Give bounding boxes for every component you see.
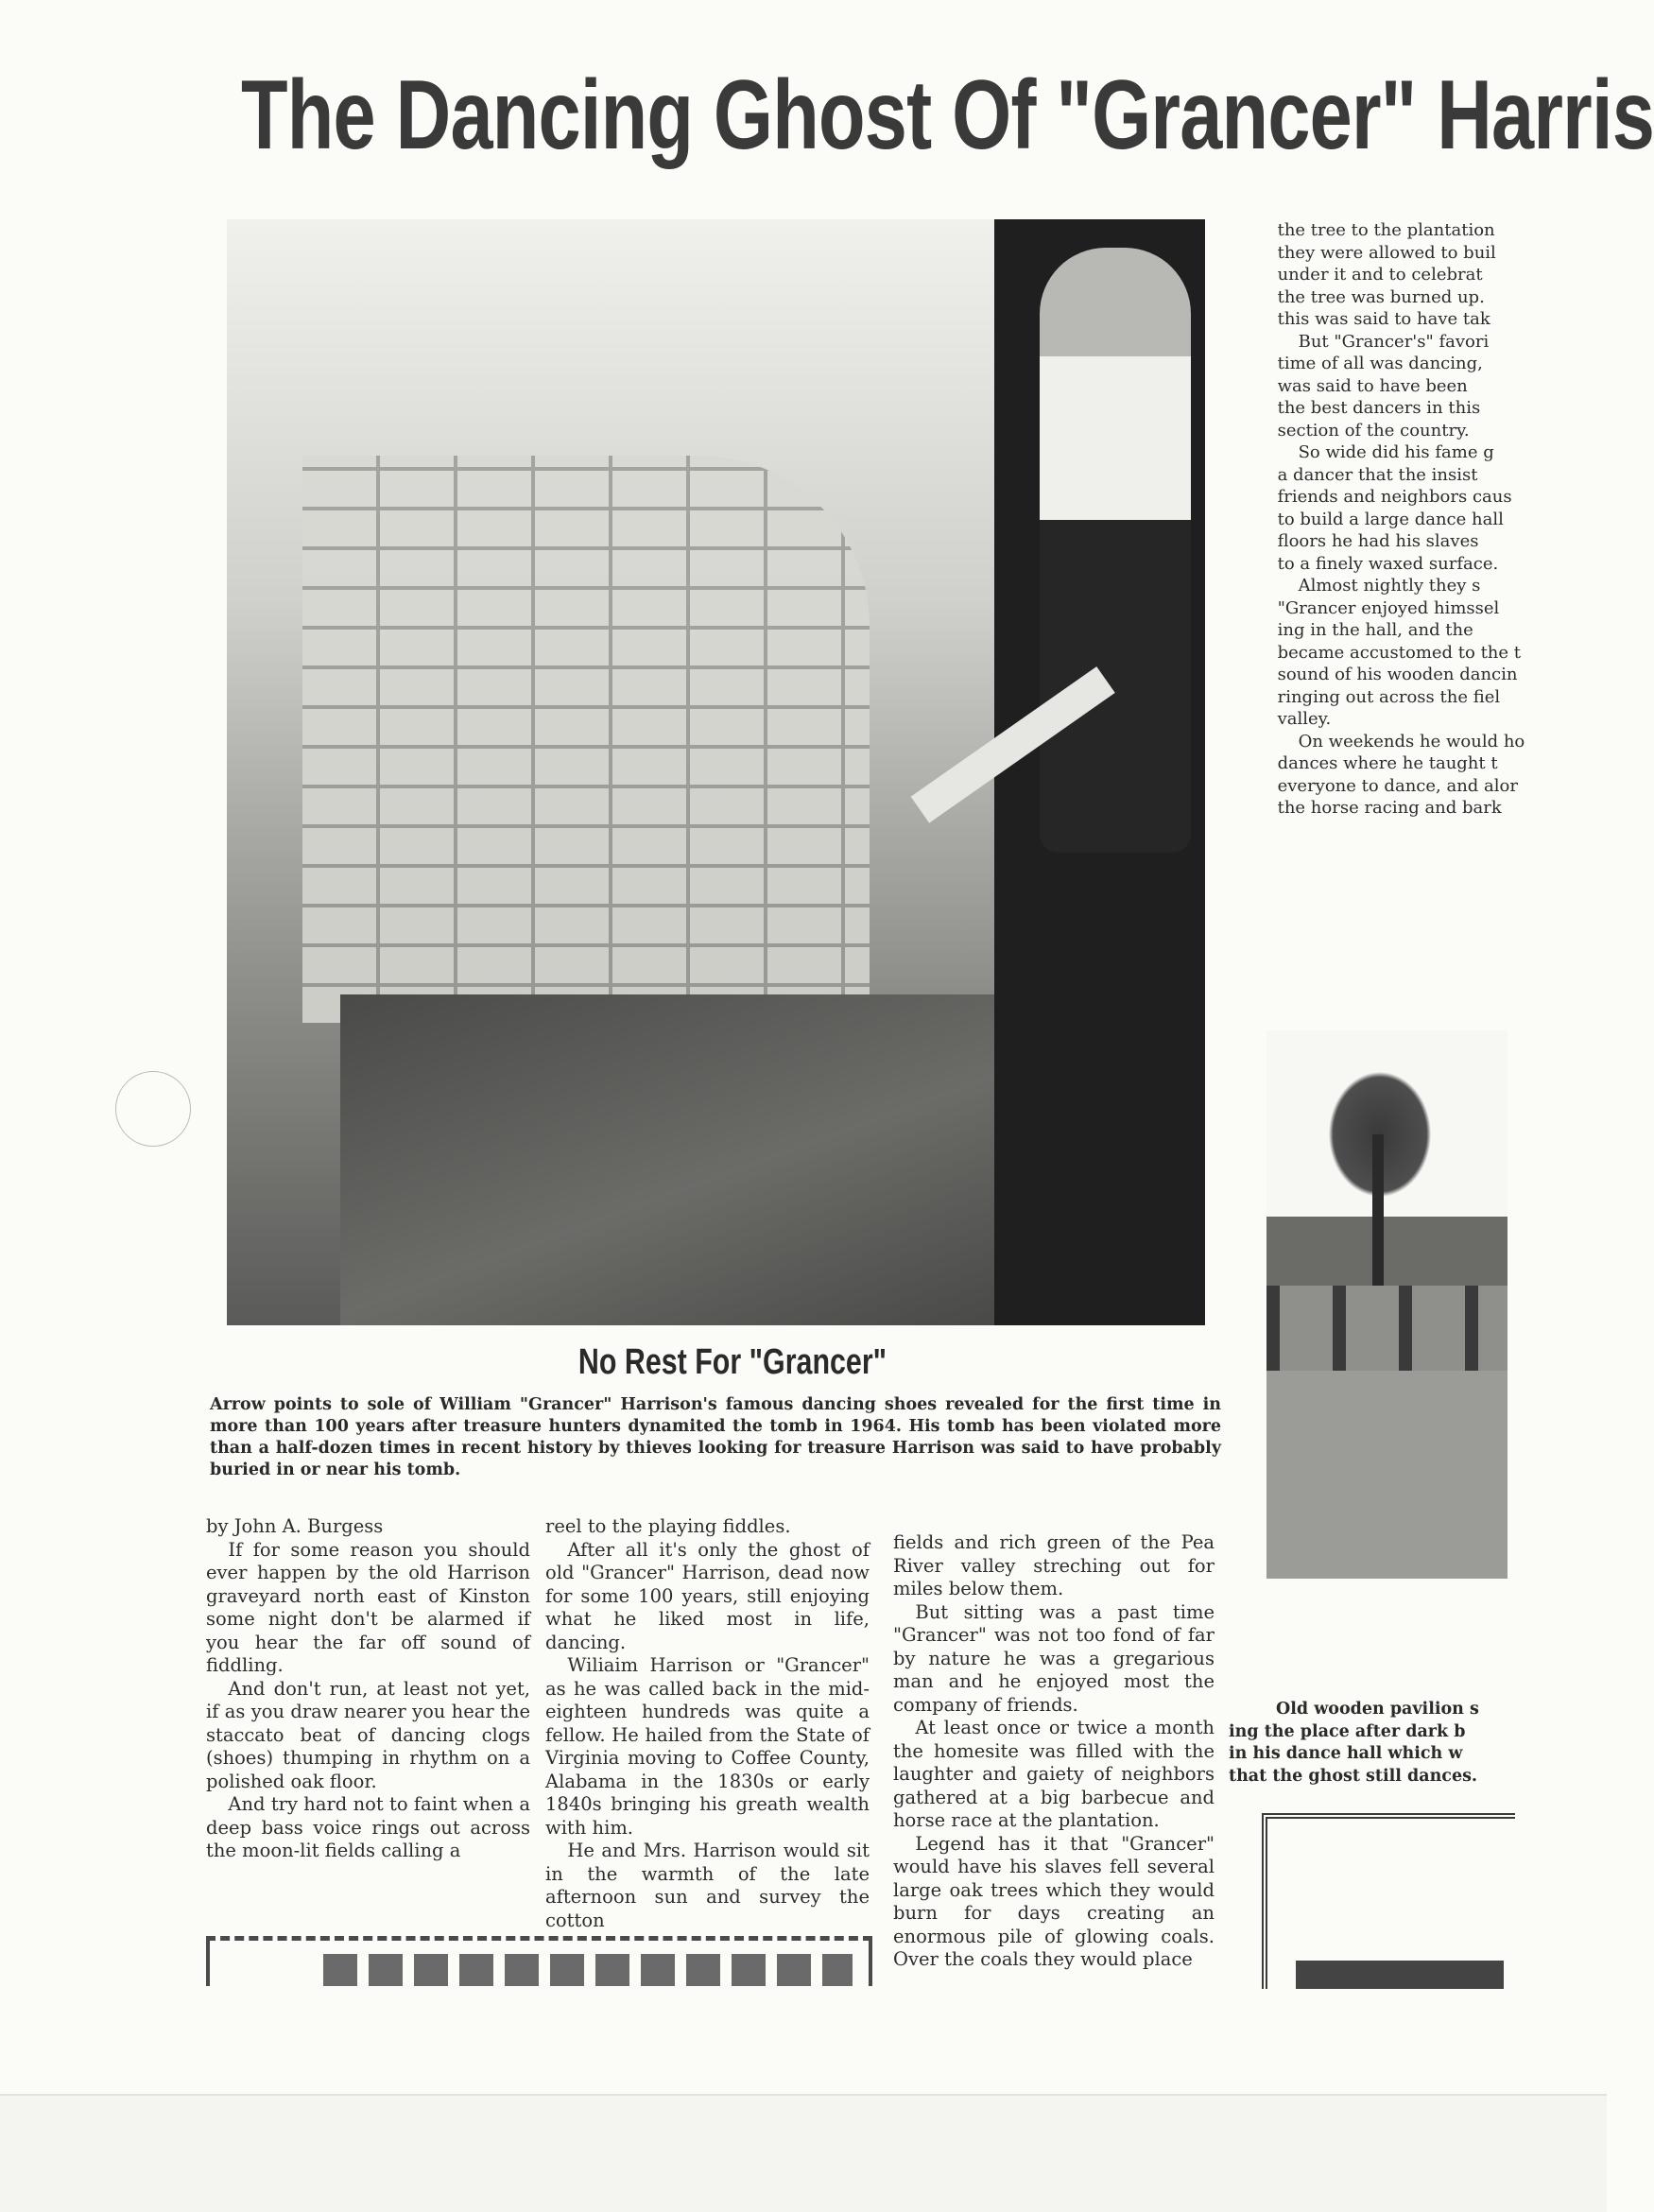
byline: by John A. Burgess — [206, 1515, 384, 1537]
column-line: ringing out across the fiel — [1277, 686, 1501, 707]
pavilion-caption-cropped — [1229, 1699, 1512, 1788]
column-line: they were allowed to buil — [1277, 242, 1496, 263]
caption-line: ing the place after dark b — [1229, 1721, 1466, 1741]
column-line: On weekends he would ho — [1298, 731, 1525, 752]
article-column-4-cropped — [1257, 219, 1525, 820]
pavilion-photo — [1266, 1030, 1508, 1579]
paragraph: Wiliaim Harrison or "Grancer" as he was called back in the mid-eighteen hundreds was quite a fellow. He hailed from the State of Virginia moving to Coffee County, Alabama in the 1830s or early 1840s bringing his greath wealth with him. — [545, 1654, 870, 1839]
photo-caption-title: No Rest For "Grancer" — [577, 1342, 887, 1382]
paragraph: And try hard not to faint when a deep bass voice rings out across the moon-lit fields calling a — [206, 1793, 530, 1861]
article-column-2 — [545, 1515, 870, 1932]
column-line: valley. — [1277, 709, 1332, 729]
column-line: to build a large dance hall — [1277, 509, 1504, 529]
column-line: this was said to have tak — [1277, 309, 1490, 329]
column-line: everyone to dance, and alor — [1277, 775, 1518, 796]
column-line: Almost nightly they s — [1298, 576, 1481, 596]
brick-tomb-wall — [302, 456, 870, 1023]
column-line: sound of his wooden dancin — [1277, 665, 1518, 684]
column-line: to a finely waxed surface. — [1277, 553, 1499, 574]
advertisement-box — [206, 1936, 872, 1986]
article-column-3 — [893, 1531, 1215, 1972]
column-line: floors he had his slaves — [1277, 531, 1479, 551]
column-line: under it and to celebrat — [1277, 265, 1483, 285]
column-line: So wide did his fame g — [1298, 442, 1494, 462]
column-line: the tree was burned up. — [1277, 286, 1485, 307]
tomb-photo — [227, 219, 1205, 1325]
man-in-overalls — [1040, 248, 1191, 853]
column-line: a dancer that the insist — [1277, 464, 1478, 485]
page-bottom-margin — [0, 2094, 1607, 2212]
article-column-1 — [206, 1515, 530, 1863]
advertisement-frame — [1262, 1813, 1515, 1989]
column-line: the horse racing and bark — [1277, 798, 1502, 818]
paragraph: He and Mrs. Harrison would sit in the warmth of the late afternoon sun and survey the cotton — [545, 1840, 870, 1931]
ad-banner-cropped — [1296, 1961, 1504, 1989]
paragraph: reel to the playing fiddles. — [545, 1515, 791, 1537]
column-line: the tree to the plantation — [1277, 220, 1495, 240]
paragraph: fields and rich green of the Pea River valley streching out for miles below them. — [893, 1531, 1215, 1599]
paragraph: After all it's only the ghost of old "Grancer" Harrison, dead now for some 100 years, still enjoying what he liked most in life, dancing. — [545, 1538, 870, 1653]
pavilion-structure — [1266, 1286, 1508, 1371]
column-line: friends and neighbors caus — [1277, 487, 1512, 507]
column-line: section of the country. — [1277, 420, 1470, 441]
paragraph: Legend has it that "Grancer" would have his slaves fell several large oak trees which they would burn for days creating an enormous pile of glowing coals. Over the coals they would place — [893, 1832, 1215, 1970]
column-line: ing in the hall, and the — [1277, 620, 1473, 640]
column-line: dances where he taught t — [1277, 753, 1498, 773]
column-line: time of all was dancing, — [1277, 354, 1483, 373]
ad-banner-text-cropped — [323, 1954, 853, 1986]
paragraph: But sitting was a past time "Grancer" was not too fond of far by nature he was a gregarious man and he enjoyed most the company of friends. — [893, 1600, 1215, 1716]
column-line: was said to have been — [1277, 375, 1468, 396]
caption-line: Old wooden pavilion s — [1276, 1700, 1479, 1719]
headline: The Dancing Ghost Of "Grancer" Harris — [241, 60, 1654, 170]
caption-line: in his dance hall which w — [1229, 1744, 1463, 1763]
column-line: the best dancers in this — [1277, 398, 1481, 418]
paragraph: If for some reason you should ever happen by the old Harrison graveyard north east of Kinston some night don't be alarmed if you hear the far off sound of fiddling. — [206, 1538, 530, 1676]
column-line: But "Grancer's" favori — [1298, 331, 1490, 352]
photo-caption-text: Arrow points to sole of William "Grancer" Harrison's famous dancing shoes revealed for the first time in more than 100 years after treasure hunters dynamited the tomb in 1964. His tomb has been violated more than a half-dozen times in recent history by thieves looking for treasure Harrison was said to have probably buried in or near his tomb. — [210, 1395, 1221, 1479]
caption-line: that the ghost still dances. — [1229, 1766, 1478, 1786]
paragraph: And don't run, at least not yet, if as you draw nearer you hear the staccato beat of dancing clogs (shoes) thumping in rhythm on a polished oak floor. — [206, 1677, 530, 1792]
hole-punch-mark — [115, 1071, 191, 1147]
paragraph: At least once or twice a month the homesite was filled with the laughter and gaiety of neighbors gathered at a big barbecue and horse race at the plantation. — [893, 1717, 1215, 1831]
column-line: "Grancer enjoyed himssel — [1277, 597, 1500, 618]
column-line: became accustomed to the t — [1277, 642, 1522, 663]
